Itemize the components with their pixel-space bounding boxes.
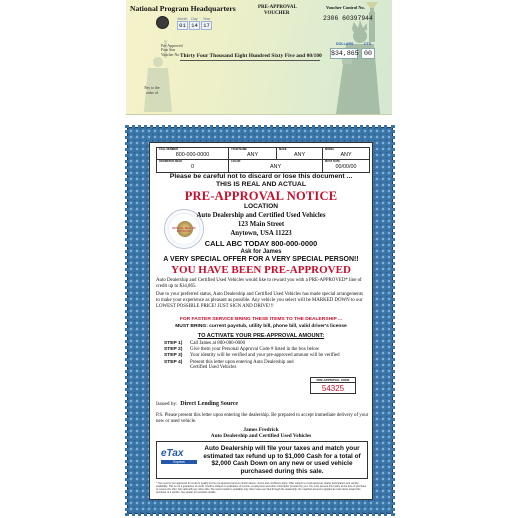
step-2-number: STEP 2) bbox=[164, 347, 183, 353]
info-grid bbox=[156, 147, 370, 173]
info-make-label: MAKE bbox=[279, 148, 287, 151]
etax-logo-text: eTax bbox=[161, 448, 184, 459]
postscript: P.S. Please present this letter upon entering the dealership. Be prepared to accept immediate delivery of your new or used vehicle. bbox=[156, 413, 369, 424]
date-day-label: Day bbox=[191, 17, 198, 21]
info-call-number-label: CALL NUMBER bbox=[159, 148, 178, 151]
preferred-status-paragraph: Due to your preferred status, Auto Dealership and Certified Used Vehicles has made special arrangements to make your experience as pleasant as possible. Any vehicle you select will be MARKED DOWN to our LOWEST POSSIBLE PRICE! JUST SIGN AND DRIVE!!! bbox=[156, 292, 364, 309]
pre-approval-code-box bbox=[310, 377, 356, 394]
signature-name: James Fredrick bbox=[243, 427, 279, 433]
location-heading: LOCATION bbox=[244, 203, 278, 210]
info-row-1 bbox=[157, 148, 369, 160]
dollars-amount: $34,865 bbox=[331, 50, 359, 57]
etax-logo bbox=[161, 448, 197, 472]
activation-steps bbox=[164, 341, 360, 372]
info-make-value: ANY bbox=[293, 152, 306, 158]
issued-by-value: Direct Lending Source bbox=[180, 401, 239, 407]
info-model-value: ANY bbox=[340, 152, 352, 158]
info-call-number bbox=[157, 148, 229, 159]
faster-service-heading: FOR FASTER SERVICE BRING THESE ITEMS TO THE DEALERSHIP ... bbox=[179, 317, 343, 322]
info-your-name-value: ANY bbox=[246, 152, 259, 158]
info-color-label: COLOR bbox=[231, 160, 241, 163]
info-must-date-value: 00/00/00 bbox=[335, 164, 357, 170]
dealer-city: Anytown, USA 11223 bbox=[230, 230, 292, 237]
notice-title: PRE-APPROVAL NOTICE bbox=[184, 189, 338, 203]
step-3-number: STEP 3) bbox=[164, 353, 183, 359]
dealer-street: 123 Main Street bbox=[237, 221, 285, 228]
date-day-value: 14 bbox=[189, 21, 200, 30]
info-must-date-label: MUST DATE bbox=[325, 160, 340, 163]
etax-logo-sub: Express bbox=[161, 460, 197, 464]
info-color-value: ANY bbox=[269, 164, 282, 170]
voucher-subtitle-line2: VOUCHER bbox=[264, 11, 290, 16]
date-month-label: Month bbox=[177, 17, 188, 21]
date-year-label: Year bbox=[202, 17, 211, 21]
info-odometer-label: ODOMETER READ bbox=[159, 160, 183, 163]
seal-icon bbox=[156, 16, 169, 29]
info-odometer bbox=[157, 160, 229, 172]
info-make bbox=[277, 148, 323, 159]
date-year-value: 17 bbox=[201, 21, 212, 30]
info-must-date bbox=[323, 160, 369, 172]
date-month-value: 01 bbox=[177, 21, 188, 30]
amount-line bbox=[180, 60, 320, 61]
letter-page bbox=[149, 142, 373, 500]
tax-offer-text: Auto Dealership will file your taxes and match your estimated tax refund up to $1,000 Cash for a total of $2,000 Cash Down on any new or used vehicle purchased during this sale. bbox=[203, 445, 361, 475]
dealer-name: Auto Dealership and Certified Used Vehicles bbox=[196, 212, 326, 219]
voucher-number-label: Pre-Approved Four Star Voucher No. bbox=[161, 44, 183, 57]
info-row-2 bbox=[157, 160, 369, 172]
date-year bbox=[201, 17, 212, 30]
issued-by-label: Issued by: bbox=[156, 401, 178, 407]
must-bring: MUST BRING: current paystub, utility bill, phone bill, valid driver's license bbox=[175, 324, 347, 329]
special-offer: A VERY SPECIAL OFFER FOR A VERY SPECIAL PERSON!! bbox=[163, 256, 359, 263]
info-your-name bbox=[229, 148, 277, 159]
date-day bbox=[189, 17, 200, 30]
pre-approved-heading: YOU HAVE BEEN PRE-APPROVED bbox=[171, 264, 351, 276]
cents-label: CTS bbox=[364, 42, 372, 46]
amount-in-words: Thirty Four Thousand Eight Hundred Sixty Five and 00/100 bbox=[180, 53, 322, 59]
pre-approval-code: 54325 bbox=[321, 384, 345, 393]
info-model-label: MODEL bbox=[325, 148, 335, 151]
ask-for: Ask for James bbox=[240, 249, 282, 255]
fine-print: * You must be pre-approved for credit to qualify for the pre-approved amount shown above. Terms and conditions apply. Offer subject to credit approval, dealer participation and vehicle availability. This is not a guarantee of credit. Credit is subject to verification of income, employment and other information provided by you. You must present this notice at the time of purchase to receive the offer. Not valid with any other offer. Tax refund match is available only when taxes are filed through the dealership; the matched amount is applied as cash down toward the purchase of a vehicle. See dealer for complete details. bbox=[156, 482, 367, 495]
info-color bbox=[229, 160, 323, 172]
control-number-label: Voucher Control No. bbox=[326, 5, 365, 10]
step-2 bbox=[164, 347, 360, 353]
voucher-subtitle bbox=[258, 5, 297, 17]
tax-offer-box bbox=[156, 441, 368, 479]
activate-heading: TO ACTIVATE YOUR PRE-APPROVAL AMOUNT: bbox=[197, 333, 325, 339]
signature-company: Auto Dealership and Certified Used Vehicles bbox=[210, 433, 312, 439]
step-3-text: Your identity will be verified and your pre-approved amount will be verified bbox=[190, 353, 340, 359]
voucher-date bbox=[177, 17, 212, 30]
call-today: CALL ABC TODAY 800-000-0000 bbox=[204, 239, 318, 248]
info-model bbox=[323, 148, 369, 159]
step-2-text: Give them your Personal Approval Code # listed in the box below bbox=[190, 347, 320, 353]
info-odometer-value: 0 bbox=[191, 164, 194, 170]
seal-text: OFFICIAL SEAL OF APPROVAL bbox=[172, 227, 196, 233]
letter-border bbox=[127, 127, 393, 514]
step-4 bbox=[164, 360, 360, 372]
info-your-name-label: YOUR NAME bbox=[231, 148, 247, 151]
pre-approval-voucher bbox=[126, 0, 392, 115]
voucher-title: National Program Headquarters bbox=[130, 4, 236, 13]
step-1 bbox=[164, 341, 360, 347]
info-call-number-value: 800-000-0000 bbox=[175, 152, 210, 158]
issued-by bbox=[156, 401, 238, 407]
step-3 bbox=[164, 353, 360, 359]
step-1-text: Call James at 800-000-0000 bbox=[190, 341, 246, 346]
careful-warning: Please be careful not to discard or lose this document ... bbox=[169, 173, 353, 180]
cents-amount: 00 bbox=[361, 48, 375, 59]
pre-approval-code-label: PRE-APPROVAL CODE bbox=[311, 378, 355, 383]
voucher-subtitle-line1: PRE-APPROVAL bbox=[258, 5, 297, 10]
step-4-text: Present this letter upon entering Auto Dealership and Certified Used Vehicles bbox=[190, 359, 294, 371]
step-4-number: STEP 4) bbox=[164, 359, 183, 365]
real-and-actual: THIS IS REAL AND ACTUAL bbox=[216, 181, 306, 188]
step-1-number: STEP 1) bbox=[164, 341, 183, 346]
reward-paragraph: Auto Dealership and Certified Used Vehicles would like to reward you with a PRE-APPROVED* line of credit up to $34,865. bbox=[156, 278, 362, 289]
pay-to-order-label: Pay to the order of bbox=[144, 86, 160, 95]
dollars-label: DOLLARS bbox=[336, 42, 354, 46]
control-number: 2306 60397944 bbox=[323, 15, 373, 22]
date-month bbox=[177, 17, 188, 30]
